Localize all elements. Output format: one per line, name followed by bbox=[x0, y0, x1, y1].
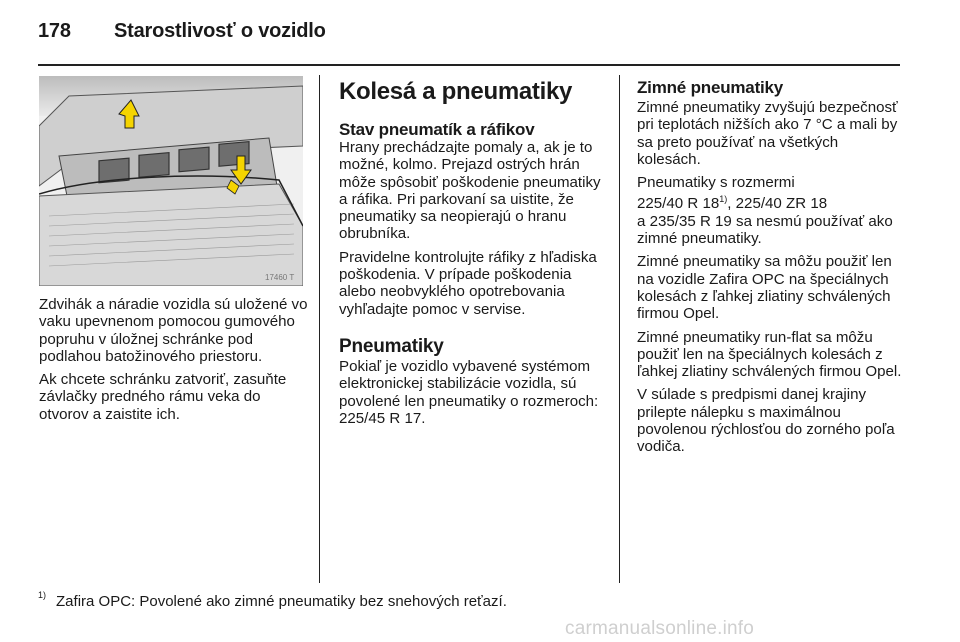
subsection-heading: Zimné pneumatiky bbox=[637, 78, 784, 97]
page-number: 178 bbox=[38, 20, 71, 42]
left-column bbox=[39, 296, 313, 429]
paragraph: V súlade s predpismi danej krajiny prilepte nálepku s maximálnou povolenou rýchlosťou do zorného poľa vodiča. bbox=[637, 386, 895, 456]
footnote bbox=[38, 590, 507, 610]
watermark: carmanualsonline.info bbox=[565, 618, 755, 639]
page-header bbox=[38, 20, 326, 43]
middle-column bbox=[339, 78, 607, 433]
paragraph: Zimné pneumatiky zvyšujú bezpečnosť pri teplotách nižších ako 7 °C a mali by sa preto používať na všetkých kolesách. bbox=[637, 99, 898, 168]
paragraph: Pokiaľ je vozidlo vybavené systémom elektronickej stabilizácie vozidla, sú povolené len pneumatiky o rozmeroch: 225/45 R 17. bbox=[339, 357, 599, 427]
paragraph: Pneumatiky s rozmermi 225/40 R 18$^{1)}$, 225/40 ZR 18 a 235/35 R 19 sa nesmú používať ako zimné pneumatiky. bbox=[637, 174, 893, 248]
paragraph: Pravidelne kontrolujte ráfiky z hľadiska poškodenia. V prípade poškodenia alebo neobvyklého opotrebovania vyhľadajte pomoc v servise. bbox=[339, 248, 597, 318]
paragraph: Ak chcete schránku zatvoriť, zasuňte závlačky predného rámu veka do otvorov a zaistite ich. bbox=[39, 371, 287, 423]
section-title: Kolesá a pneumatiky bbox=[339, 78, 573, 105]
trunk-storage-illustration bbox=[39, 76, 303, 286]
footnote-ref: 1) bbox=[719, 194, 728, 205]
paragraph: Hrany prechádzajte pomaly a, ak je to možné, kolmo. Prejazd ostrých hrán môže spôsobiť poškodenie pneumatiky a ráfika. Pri parkovaní sa uistite, že pneumatiky sa neopierajú o hranu obrubníka. bbox=[339, 139, 601, 243]
paragraph: Zimné pneumatiky run-flat sa môžu použiť len na špeciálnych kolesách z ľahkej zliatiny schválených firmou Opel. bbox=[637, 328, 902, 381]
column-divider-2 bbox=[619, 75, 620, 583]
footnote-text: Zafira OPC: Povolené ako zimné pneumatiky bez snehových reťazí. bbox=[56, 593, 507, 610]
subsection-heading: Stav pneumatík a ráfikov bbox=[339, 120, 535, 139]
footnote-marker: 1) bbox=[38, 590, 47, 600]
figure-code: 17460 T bbox=[265, 273, 295, 282]
page-title: Starostlivosť o vozidlo bbox=[114, 20, 326, 42]
subsection-heading: Pneumatiky bbox=[339, 335, 444, 357]
paragraph: Zimné pneumatiky sa môžu použiť len na vozidle Zafira OPC na špeciálnych kolesách z ľahkej zliatiny schválených firmou Opel. bbox=[637, 253, 892, 323]
right-column bbox=[637, 78, 905, 462]
paragraph: Zdvihák a náradie vozidla sú uložené vo vaku upevnenom pomocou gumového popruhu v úložnej schránke pod podlahou batožinového priestoru. bbox=[39, 296, 308, 365]
column-divider-1 bbox=[319, 75, 320, 583]
header-rule bbox=[38, 64, 900, 66]
